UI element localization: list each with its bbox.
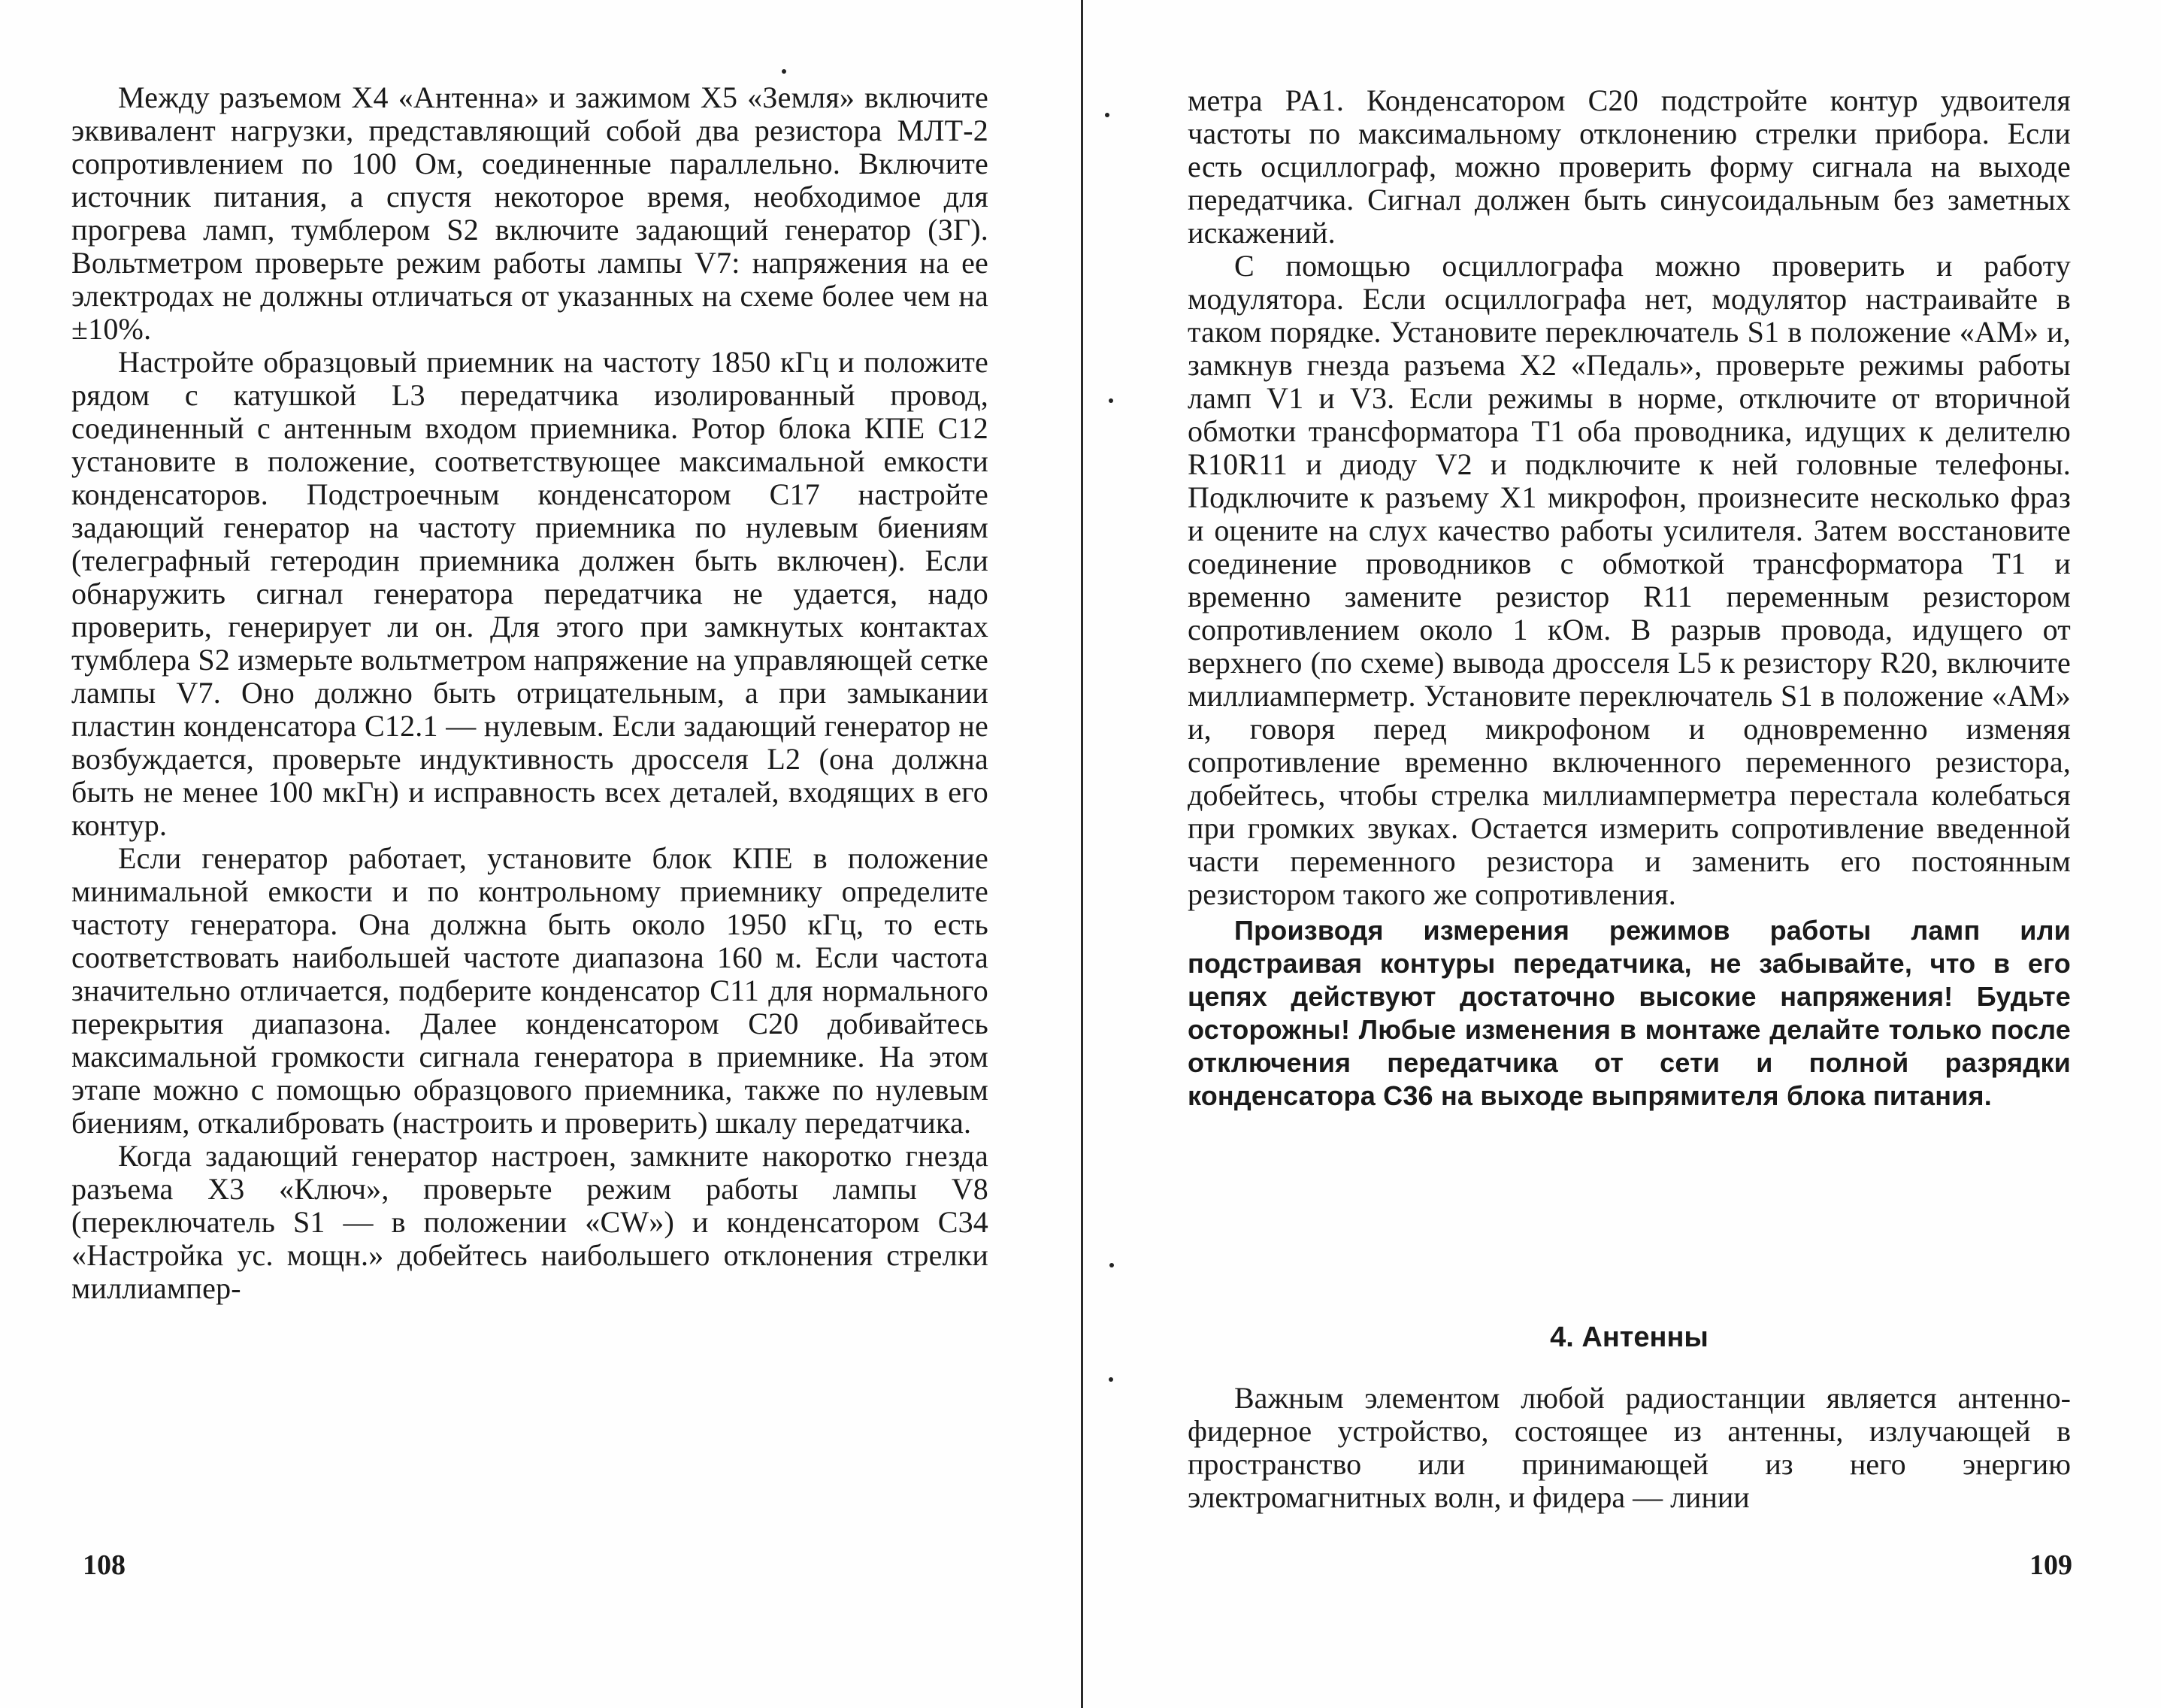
right-paragraph-1: С помощью осциллографа можно проверить и работу модулятора. Если осциллографа нет, модулятор настраивайте в таком порядке. Установите переключатель S1 в положение «АМ» и, замкнув гнезда разъема X2 «Педаль», проверьте режимы работы ламп V1 и V3. Если режимы в норме, отключите от вторичной обмотки трансформатора T1 оба проводника, идущих к делителю R10R11 и диоду V2 и подключите к ней головные телефоны. Подключите к разъему X1 микрофон, произнесите несколько фраз и оцените на слух качество работы усилителя. Затем восстановите соединение проводников с обмоткой трансформатора T1 и временно замените резистор R11 переменным резистором сопротивлением около 1 кОм. В разрыв провода, идущего от верхнего (по схеме) вывода дросселя L5 к резистору R20, включите миллиамперметр. Установите переключатель S1 в положение «АМ» и, говоря перед микрофоном и одновременно изменяя сопротивление временно включенного переменного резистора, добейтесь, чтобы стрелка миллиамперметра перестала колебаться при громких звуках. Остается измерить сопротивление введенной части переменного резистора и заменить его постоянным резистором такого же сопротивления.	[1188, 249, 2071, 911]
left-paragraph-4: Когда задающий генератор настроен, замкните накоротко гнезда разъема X3 «Ключ», проверьте режим работы лампы V8 (переключатель S1 — в положении «CW») и конденсатором C34 «Настройка ус. мощн.» добейтесь наибольшего отклонения стрелки миллиампер-	[71, 1139, 988, 1305]
left-page-text	[71, 81, 988, 1305]
left-paragraph-3: Если генератор работает, установите блок КПЕ в положение минимальной емкости и по контрольному приемнику определите частоту генератора. Она должна быть около 1950 кГц, то есть соответствовать наибольшей частоте диапазона 160 м. Если частота значительно отличается, подберите конденсатор C11 для нормального перекрытия диапазона. Далее конденсатором C20 добивайтесь максимальной громкости сигнала генератора в приемнике. На этом этапе можно с помощью образцового приемника, также по нулевым биениям, откалибровать (настроить и проверить) шкалу передатчика.	[71, 841, 988, 1140]
section-heading: 4. Антенны	[1550, 1322, 1709, 1353]
section-text	[1188, 1382, 2071, 1514]
print-speck	[782, 69, 786, 74]
left-paragraph-1: Между разъемом X4 «Антенна» и зажимом X5 «Земля» включите эквивалент нагрузки, представляющий собой два резистора МЛТ-2 сопротивлением по 100 Ом, соединенные параллельно. Включите источник питания, а спустя некоторое время, необходимое для прогрева ламп, тумблером S2 включите задающий генератор (ЗГ). Вольтметром проверьте режим работы лампы V7: напряжения на ее электродах не должны отличаться от указанных на схеме более чем на ±10%.	[71, 80, 988, 346]
page-number-right: 109	[2029, 1549, 2072, 1581]
print-speck	[1109, 1377, 1113, 1382]
page-number-left: 108	[83, 1549, 126, 1581]
left-paragraph-2: Настройте образцовый приемник на частоту 1850 кГц и положите рядом с катушкой L3 передатчика изолированный провод, соединенный с антенным входом приемника. Ротор блока КПЕ C12 установите в положение, соответствующее максимальной емкости конденсаторов. Подстроечным конденсатором C17 настройте задающий генератор на частоту приемника по нулевым биениям (телеграфный гетеродин приемника должен быть включен). Если обнаружить сигнал генератора передатчика не удается, надо проверить, генерирует ли он. Для этого при замкнутых контактах тумблера S2 измерьте вольтметром напряжение на управляющей сетке лампы V7. Оно должно быть отрицательным, а при замыкании пластин конденсатора C12.1 — нулевым. Если задающий генератор не возбуждается, проверьте индуктивность дросселя L2 (она должна быть не менее 100 мкГн) и исправность всех деталей, входящих в его контур.	[71, 345, 988, 842]
safety-warning: Производя измерения режимов работы ламп или подстраивая контуры передатчика, не забывайте, что в его цепях действуют достаточно высокие напряжения! Будьте осторожны! Любые изменения в монтаже делайте только после отключения передатчика от сети и полной разрядки конденсатора C36 на выходе выпрямителя блока питания.	[1188, 915, 2071, 1111]
print-speck	[1109, 1263, 1114, 1267]
print-speck	[1109, 398, 1113, 403]
right-continuation: метра PA1. Конденсатором C20 подстройте контур удвоителя частоты по максимальному отклонению стрелки прибора. Если есть осциллограф, можно проверить форму сигнала на выходе передатчика. Сигнал должен быть синусоидальным без заметных искажений.	[1188, 83, 2071, 250]
right-page-text	[1188, 84, 2071, 1113]
print-speck	[1105, 113, 1109, 117]
section-paragraph: Важным элементом любой радиостанции является антенно-фидерное устройство, состоящее из антенны, излучающей в пространство или принимающей из него энергию электромагнитных волн, и фидера — линии	[1188, 1381, 2071, 1514]
book-gutter	[1081, 0, 1083, 1708]
